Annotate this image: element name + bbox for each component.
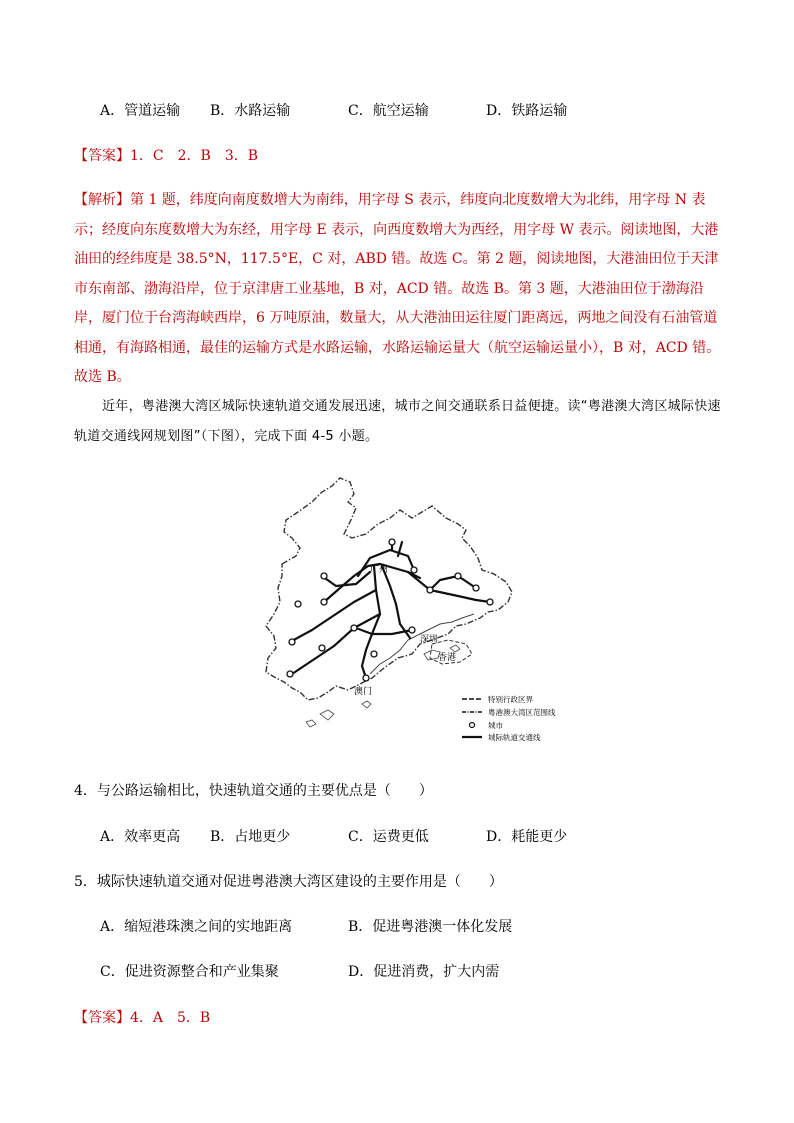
city-node [427, 587, 433, 593]
city-node [409, 627, 415, 633]
answer-4-5 [74, 1008, 210, 1028]
q5-option-d: D．促进消费，扩大内需 [348, 964, 500, 980]
q5-option-b: B．促进粤港澳一体化发展 [348, 919, 513, 935]
rail-line-east-upper [430, 576, 476, 590]
city-node [319, 645, 325, 651]
q5-option-a: A．缩短港珠澳之间的实地距离 [100, 919, 293, 935]
q3-option-b: B．水路运输 [210, 103, 291, 119]
q3-option-c: C．航空运输 [348, 103, 429, 119]
q5-stem: 5．城际快速轨道交通对促进粤港澳大湾区建设的主要作用是（ ） [74, 874, 503, 890]
city-node [371, 651, 377, 657]
legend-bay-label: 粤港澳大湾区范围线 [488, 708, 556, 717]
label-guangzhou: 广州 [370, 565, 389, 575]
legend-rail-label: 城际轨道交通线 [488, 733, 541, 742]
city-node [363, 675, 369, 681]
city-node [289, 639, 295, 645]
rail-line-northwest [322, 572, 370, 586]
city-node [287, 671, 293, 677]
label-macau: 澳门 [354, 687, 373, 697]
q4-option-a: A．效率更高 [100, 829, 181, 845]
city-node [455, 573, 461, 579]
city-node [389, 539, 395, 545]
legend-city-label: 城市 [488, 721, 503, 730]
label-shenzhen: 深圳 [420, 635, 439, 645]
analysis-text: 第 1 题，纬度向南度数增大为南纬，用字母 S 表示，纬度向北度数增大为北纬，用字母 N 表示；经度向东度数增大为东经，用字母 E 表示，向西度数增大为西经，用字母 W 表示。阅读地图，大港油田的经纬度是 38.5°N，117.5°E，C 对，ABD 错。故选 C。第 2 题，阅读地图，大港油田位于天津市东南部、渤海沿岸，位于京津唐工业基地，B 对，ACD 错。故选 B。第 3 题，大港油田位于渤海沿岸，厦门位于台湾海峡西岸，6 万吨原油，数量大，从大港油田运往厦门距离远，两地之间没有石油管道相通，有海路相通，最佳的运输方式是水路运输，水路运输运量大（航空运输运量小），B 对，ACD 错。故选 B。 [74, 192, 721, 385]
cities [287, 539, 493, 681]
legend-sar-label: 特别行政区界 [488, 695, 533, 704]
q5-option-c: C．促进资源整合和产业集聚 [100, 964, 279, 980]
island-west2 [306, 720, 316, 727]
city-node [351, 625, 357, 631]
q4-option-c: C．运费更低 [348, 829, 429, 845]
rail-line-west-south [292, 614, 380, 674]
rail-line-center-south2 [382, 566, 410, 638]
answer-text: 1．C 2．B 3．B [130, 148, 259, 164]
q4-stem: 4．与公路运输相比，快速轨道交通的主要优点是（ ） [74, 783, 433, 799]
q3-option-a: A．管道运输 [100, 103, 181, 119]
city-node [411, 567, 417, 573]
island-south [362, 701, 371, 708]
island-small [450, 645, 460, 652]
legend-city-symbol [470, 723, 475, 728]
rail-line-west [290, 590, 376, 642]
map-legend [462, 694, 556, 742]
label-hongkong: 香港 [438, 653, 457, 663]
q4-option-b: B．占地更少 [210, 829, 291, 845]
answer-text: 4．A 5．B [130, 1010, 211, 1026]
city-node [321, 573, 327, 579]
city-node [321, 599, 327, 605]
city-node [487, 599, 493, 605]
city-node [473, 585, 479, 591]
answer-tag: 【答案】 [74, 1010, 130, 1026]
answer-1-3 [74, 146, 258, 166]
analysis-paragraph [74, 186, 724, 393]
rail-map-svg [262, 478, 556, 742]
city-node [295, 601, 301, 607]
analysis-tag: 【解析】 [74, 192, 130, 208]
q4-option-d: D．耗能更少 [486, 829, 568, 845]
island-west [320, 710, 334, 720]
material-intro: 近年，粤港澳大湾区城际快速轨道交通发展迅速，城市之间交通联系日益便捷。读“粤港澳大湾区城际快速轨道交通线网规划图”（下图），完成下面 4-5 小题。 [74, 399, 721, 444]
q3-option-d: D．铁路运输 [486, 103, 568, 119]
answer-tag: 【答案】 [74, 148, 130, 164]
bay-area-rail-map [262, 478, 556, 742]
